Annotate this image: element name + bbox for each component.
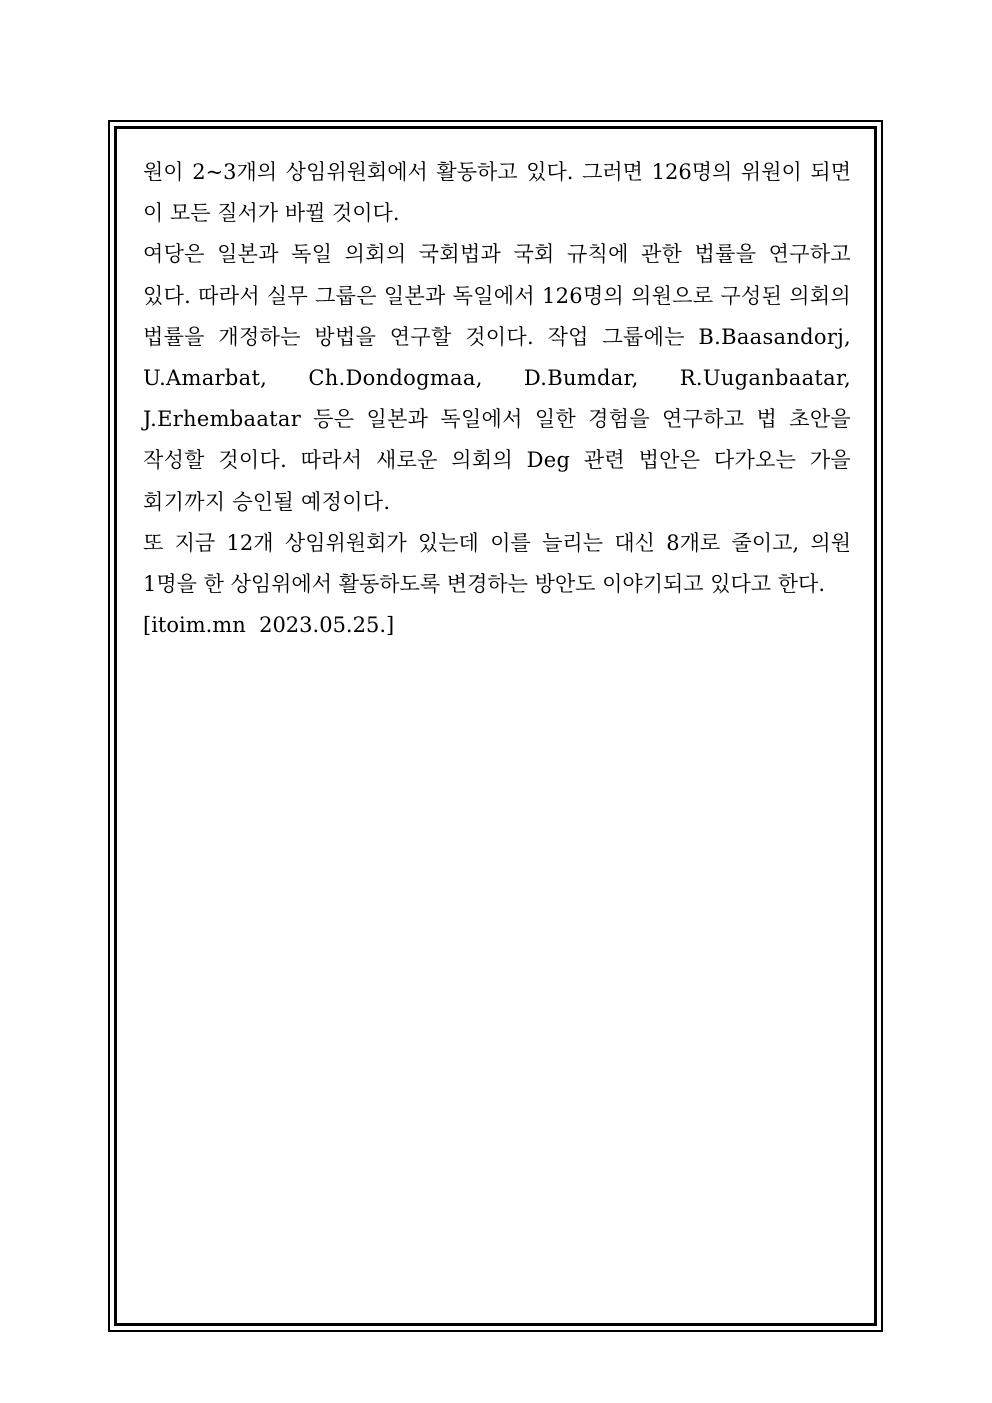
document-body [143,152,851,646]
paragraph-committee-reduction: 또 지금 12개 상임위원회가 있는데 이를 늘리는 대신 8개로 줄이고, 의원 1명을 한 상임위에서 활동하도록 변경하는 방안도 이야기되고 있다고 한다. [143,530,851,597]
paragraph-ruling-party-research: 여당은 일본과 독일 의회의 국회법과 국회 규칙에 관한 법률을 연구하고 있다. 따라서 실무 그룹은 일본과 독일에서 126명의 의원으로 구성된 의회의 법률을 개정하는 방법을 연구할 것이다. 작업 그룹에는 B.Baasandorj, U.Amarbat, Ch.Dondogmaa, D.Bumdar, R.Uuganbaatar, J.Erhembaatar 등은 일본과 독일에서 일한 경험을 연구하고 법 초안을 작성할 것이다. 따라서 새로운 의회의 Deg 관련 법안은 다가오는 가을 회기까지 승인될 예정이다. [143,242,851,514]
source-citation: [itoim.mn 2023.05.25.] [143,613,395,638]
paragraph-committee-order: 원이 2~3개의 상임위원회에서 활동하고 있다. 그러면 126명의 위원이 되면 이 모든 질서가 바뀔 것이다. [143,160,851,226]
